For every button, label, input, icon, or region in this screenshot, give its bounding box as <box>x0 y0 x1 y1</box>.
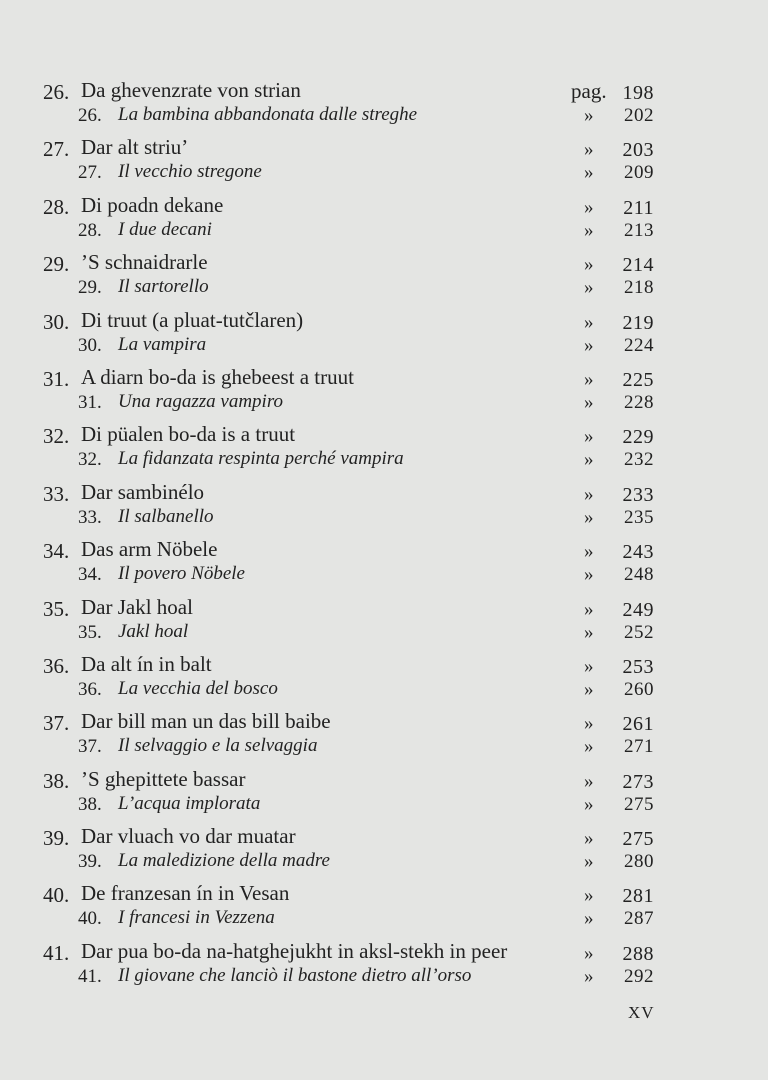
ditto-marker: » <box>584 391 594 413</box>
entry-page: 281 <box>622 885 654 908</box>
toc-entry <box>0 135 768 192</box>
entry-page: 211 <box>623 196 654 219</box>
entry-page: 228 <box>624 391 654 413</box>
toc-subline <box>0 446 768 472</box>
toc-line <box>0 709 768 735</box>
ditto-marker: » <box>584 334 594 356</box>
ditto-marker: » <box>584 621 594 643</box>
toc-line <box>0 135 768 161</box>
toc-entry <box>0 480 768 537</box>
entry-page: 252 <box>624 621 654 643</box>
entry-page: 273 <box>622 770 654 793</box>
entry-title: De franzesan ín in Vesan <box>81 881 290 906</box>
ditto-marker: » <box>584 942 594 964</box>
ditto-marker: » <box>584 105 594 126</box>
toc-entry <box>0 595 768 652</box>
entry-number: 30. <box>78 334 102 356</box>
entry-number: 36. <box>43 653 70 678</box>
entry-page: 225 <box>622 368 654 391</box>
entry-number: 32. <box>43 424 70 449</box>
entry-number: 32. <box>78 449 102 471</box>
entry-translation: Il selvaggio e la selvaggia <box>118 735 318 757</box>
entry-number: 28. <box>43 194 70 219</box>
entry-page: 213 <box>624 219 654 241</box>
entry-page: 249 <box>622 598 654 621</box>
ditto-marker: » <box>584 965 594 987</box>
entry-page: 287 <box>624 908 654 930</box>
entry-translation: Il vecchio stregone <box>118 161 262 183</box>
entry-page: 261 <box>622 713 654 736</box>
toc-subline <box>0 619 768 645</box>
ditto-marker: » <box>584 713 594 735</box>
entry-page: 280 <box>624 851 654 873</box>
entry-translation: Il salbanello <box>118 505 214 527</box>
entry-title: Di püalen bo-da is a truut <box>81 422 296 447</box>
entry-number: 30. <box>43 309 70 334</box>
ditto-marker: » <box>584 678 594 700</box>
entry-translation: La bambina abbandonata dalle streghe <box>118 104 418 125</box>
entry-number: 41. <box>78 965 102 987</box>
toc-subline <box>0 733 768 759</box>
entry-number: 37. <box>43 711 70 736</box>
entry-title: A diarn bo-da is ghebeest a truut <box>81 364 354 389</box>
entry-translation: Il giovane che lanciò il bastone dietro all’orso <box>118 964 472 986</box>
entry-number: 31. <box>43 366 70 391</box>
toc-entry <box>0 308 768 365</box>
toc-line <box>0 193 768 219</box>
toc-line <box>0 595 768 621</box>
entry-translation: La fidanzata respinta perché vampira <box>118 448 404 470</box>
toc-subline <box>0 676 768 702</box>
entry-translation: Il povero Nöbele <box>118 563 245 585</box>
entry-title: Dar bill man un das bill baibe <box>81 709 331 734</box>
entry-number: 40. <box>43 883 70 908</box>
toc-subline <box>0 332 768 358</box>
toc-line <box>0 767 768 793</box>
toc-entry <box>0 767 768 824</box>
entry-page: 214 <box>622 254 654 277</box>
entry-number: 38. <box>78 793 102 815</box>
entry-page: 218 <box>624 277 654 299</box>
entry-title: Dar alt striu’ <box>81 135 189 160</box>
entry-title: Dar vluach vo dar muatar <box>81 824 296 849</box>
entry-number: 41. <box>43 940 70 965</box>
entry-number: 34. <box>78 564 102 586</box>
toc-entry <box>0 365 768 422</box>
entry-number: 40. <box>78 908 102 930</box>
toc-entry <box>0 824 768 881</box>
entry-number: 36. <box>78 678 102 700</box>
entry-page: 253 <box>622 655 654 678</box>
entry-title: Das arm Nöbele <box>81 537 218 562</box>
entry-title: Dar Jakl hoal <box>81 594 193 619</box>
page-folio: XV <box>628 1003 655 1022</box>
ditto-marker: » <box>584 368 594 390</box>
entry-title: Dar sambinélo <box>81 479 205 504</box>
toc-line <box>0 308 768 334</box>
entry-title: Da alt ín in balt <box>81 651 212 676</box>
ditto-marker: » <box>584 449 594 471</box>
toc-subline <box>0 159 768 185</box>
toc-subline <box>0 274 768 300</box>
entry-translation: Il sartorello <box>118 276 209 298</box>
toc-line <box>0 881 768 907</box>
entry-title: Da ghevenzrate von strian <box>81 78 301 102</box>
ditto-marker: » <box>584 162 594 184</box>
entry-number: 27. <box>43 137 70 162</box>
entry-translation: Jakl hoal <box>118 620 189 642</box>
toc-entry <box>0 939 768 996</box>
entry-number: 27. <box>78 162 102 184</box>
entry-page: 229 <box>622 426 654 449</box>
ditto-marker: » <box>584 885 594 907</box>
toc-subline <box>0 791 768 817</box>
toc-line <box>0 824 768 850</box>
ditto-marker: » <box>584 426 594 448</box>
ditto-marker: » <box>584 277 594 299</box>
entry-page: 292 <box>624 965 654 987</box>
entry-translation: I francesi in Vezzena <box>118 907 275 929</box>
entry-number: 35. <box>43 596 70 621</box>
ditto-marker: » <box>584 196 594 218</box>
ditto-marker: » <box>584 311 594 333</box>
ditto-marker: » <box>584 541 594 563</box>
toc-subline <box>0 217 768 243</box>
entry-title: Di truut (a pluat-tutčlaren) <box>81 307 304 332</box>
toc-entry <box>0 193 768 250</box>
toc-entry <box>0 881 768 938</box>
ditto-marker: » <box>584 770 594 792</box>
entry-page: 232 <box>624 449 654 471</box>
toc-line <box>0 78 768 104</box>
entry-translation: L’acqua implorata <box>118 792 261 814</box>
entry-title: Dar pua bo-da na-hatghejukht in aksl-stekh in peer <box>81 938 508 963</box>
entry-title: ’S ghepittete bassar <box>81 766 246 791</box>
table-of-contents <box>0 78 768 996</box>
entry-number: 33. <box>43 481 70 506</box>
ditto-marker: » <box>584 598 594 620</box>
entry-page: 248 <box>624 564 654 586</box>
entry-number: 26. <box>43 80 70 104</box>
toc-entry <box>0 709 768 766</box>
ditto-marker: » <box>584 483 594 505</box>
entry-page: 198 <box>622 82 654 104</box>
ditto-marker: » <box>584 736 594 758</box>
entry-translation: Una ragazza vampiro <box>118 390 284 412</box>
toc-line <box>0 480 768 506</box>
entry-page: 202 <box>624 105 654 126</box>
ditto-marker: » <box>584 793 594 815</box>
toc-line <box>0 652 768 678</box>
toc-subline <box>0 905 768 931</box>
entry-page: 219 <box>622 311 654 334</box>
entry-number: 38. <box>43 768 70 793</box>
toc-line <box>0 537 768 563</box>
entry-number: 29. <box>78 277 102 299</box>
entry-page: 224 <box>624 334 654 356</box>
entry-translation: I due decani <box>118 218 212 240</box>
toc-subline <box>0 848 768 874</box>
entry-number: 28. <box>78 219 102 241</box>
entry-page: 275 <box>624 793 654 815</box>
ditto-marker: » <box>584 506 594 528</box>
entry-translation: La vampira <box>118 333 207 355</box>
entry-number: 33. <box>78 506 102 528</box>
entry-number: 37. <box>78 736 102 758</box>
entry-number: 39. <box>78 851 102 873</box>
entry-number: 35. <box>78 621 102 643</box>
ditto-marker: » <box>584 851 594 873</box>
toc-subline <box>0 561 768 587</box>
toc-subline <box>0 389 768 415</box>
ditto-marker: » <box>584 139 594 161</box>
toc-line <box>0 250 768 276</box>
entry-page: 260 <box>624 678 654 700</box>
entry-number: 31. <box>78 391 102 413</box>
page-marker: pag. <box>571 79 607 103</box>
ditto-marker: » <box>584 908 594 930</box>
entry-number: 34. <box>43 539 70 564</box>
entry-page: 233 <box>622 483 654 506</box>
entry-page: 275 <box>622 828 654 851</box>
entry-page: 209 <box>624 162 654 184</box>
ditto-marker: » <box>584 828 594 850</box>
toc-subline <box>0 504 768 530</box>
ditto-marker: » <box>584 564 594 586</box>
toc-subline <box>0 963 768 989</box>
ditto-marker: » <box>584 219 594 241</box>
entry-number: 26. <box>78 105 102 126</box>
entry-title: ’S schnaidrarle <box>81 250 208 275</box>
entry-page: 235 <box>624 506 654 528</box>
entry-page: 271 <box>624 736 654 758</box>
toc-line <box>0 422 768 448</box>
toc-line <box>0 939 768 965</box>
toc-entry <box>0 250 768 307</box>
entry-page: 288 <box>622 942 654 965</box>
entry-number: 39. <box>43 826 70 851</box>
toc-line <box>0 365 768 391</box>
entry-number: 29. <box>43 252 70 277</box>
entry-title: Di poadn dekane <box>81 192 224 217</box>
entry-page: 203 <box>622 139 654 162</box>
toc-entry <box>0 78 768 135</box>
toc-subline <box>0 102 768 128</box>
toc-entry <box>0 652 768 709</box>
entry-translation: La vecchia del bosco <box>118 677 278 699</box>
toc-entry <box>0 422 768 479</box>
ditto-marker: » <box>584 655 594 677</box>
ditto-marker: » <box>584 254 594 276</box>
entry-translation: La maledizione della madre <box>118 850 330 872</box>
toc-entry <box>0 537 768 594</box>
entry-page: 243 <box>622 541 654 564</box>
